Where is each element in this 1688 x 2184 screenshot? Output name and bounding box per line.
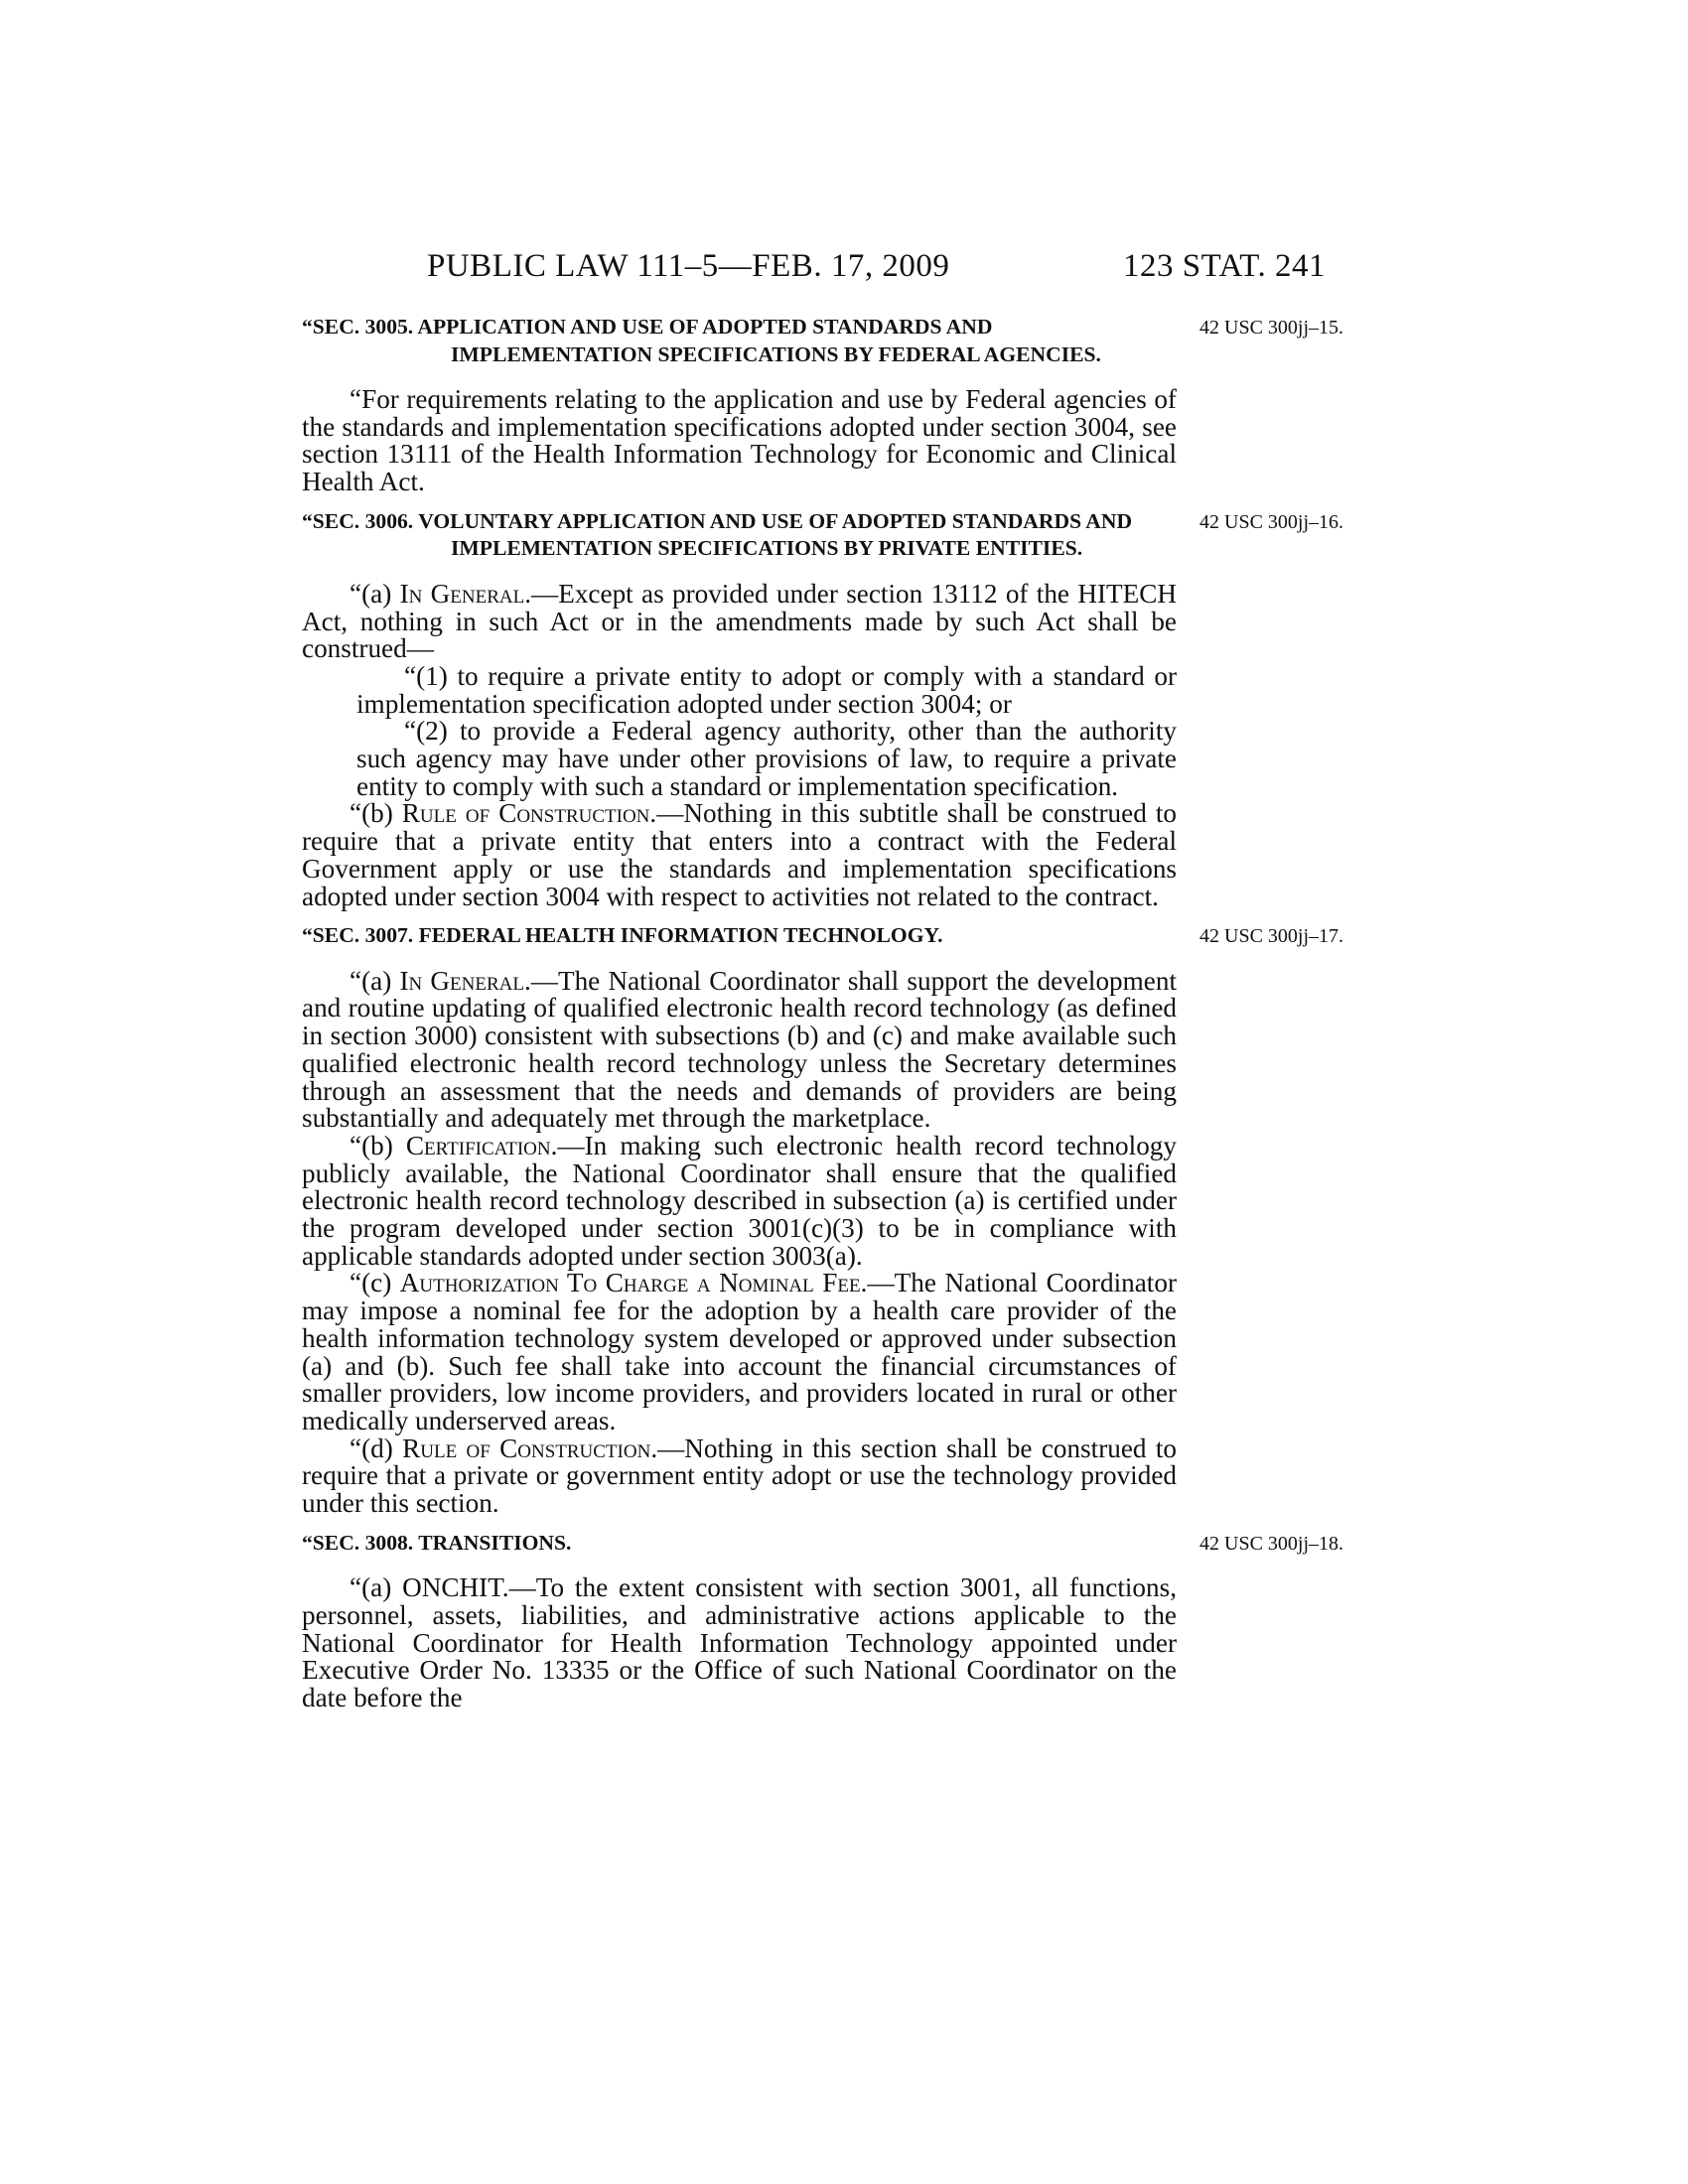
section-heading-text: “SEC. 3007. FEDERAL HEALTH INFORMATION TECHNOLOGY. [302,923,943,948]
subsection-heading: In General [399,965,524,996]
subsection-d [302,1435,1177,1518]
subsection-heading: Certification [405,1130,551,1160]
subsection-b [302,800,1177,910]
subsection-label: “(a) [350,578,400,609]
page-body [302,314,1344,1713]
section-3005-heading [302,314,1344,368]
section-heading-text: “SEC. 3006. VOLUNTARY APPLICATION AND USE OF ADOPTED STANDARDS AND IMPLEMENTATION SPECIFICATIONS BY PRIVATE ENTITIES. [302,508,1133,561]
running-header-page-number: 123 STAT. 241 [1123,248,1327,284]
subsection-text: .—In making such electronic health record technology publicly available, the National Coordinator shall ensure that the qualified electronic health record technology described in subsection (a) is certified under the program developed under section 3001(c)(3) to be in compliance with applicable standards adopted under section 3003(a). [302,1130,1177,1271]
subsection-label: “(d) [350,1433,403,1463]
subsection-c [302,1270,1177,1434]
subsection-text: .—Nothing in this subtitle shall be construed to require that a private entity that enters into a contract with the Federal Government apply or use the standards and implementation specifications adopted under section 3004 with respect to activities not related to the contract. [302,798,1177,911]
section-3007-heading [302,922,1344,950]
running-header-title: PUBLIC LAW 111–5—FEB. 17, 2009 [427,248,950,284]
margin-citation: 42 USC 300jj–15. [1199,317,1344,339]
subsection-label: “(b) [350,798,402,829]
subsection-a: “(a) ONCHIT.—To the extent consistent with section 3001, all functions, personnel, assets, liabilities, and administrative actions applicable to the National Coordinator for Health Information Technology appointed under Executive Order No. 13335 or the Office of such National Coordinator on the date before the [302,1572,1177,1713]
margin-citation: 42 USC 300jj–16. [1199,510,1344,533]
paragraph-2: “(2) to provide a Federal agency authority, other than the authority such agency may have under other provisions of law, to require a private entity to comply with such a standard or implementation specification. [356,716,1177,801]
section-3006-heading [302,508,1344,563]
subsection-a [302,965,1177,1134]
section-3008-heading [302,1530,1344,1558]
subsection-label: “(a) [350,965,400,996]
section-heading-text: “SEC. 3008. TRANSITIONS. [302,1530,572,1555]
paragraph-1: “(1) to require a private entity to adopt or comply with a standard or implementation specification adopted under section 3004; or [356,660,1177,719]
section-heading-text: “SEC. 3005. APPLICATION AND USE OF ADOPTED STANDARDS AND IMPLEMENTATION SPECIFICATIONS BY FEDERAL AGENCIES. [302,315,1101,366]
subsection-heading: Rule of Construction [401,798,650,829]
subsection-text: .—Nothing in this section shall be construed to require that a private or government entity adopt or use the technology provided under this section. [302,1433,1177,1519]
subsection-a [302,578,1177,664]
subsection-b [302,1130,1177,1271]
subsection-text: .—The National Coordinator shall support the development and routine updating of qualified electronic health record technology (as defined in section 3000) consistent with subsections (b) and (c) and make available such qualified electronic health record technology unless the Secretary determines through an assessment that the needs and demands of providers are being substantially and adequately met through the marketplace. [302,965,1177,1134]
subsection-heading: Authorization To Charge a Nominal Fee [399,1268,861,1298]
subsection-label: “(c) [350,1268,400,1298]
section-3005-text: “For requirements relating to the application and use by Federal agencies of the standards and implementation specifications adopted under section 3004, see section 13111 of the Health Information Technology for Economic and Clinical Health Act. [302,384,1177,497]
subsection-text: .—Except as provided under section 13112 of the HITECH Act, nothing in such Act or in the amendments made by such Act shall be construed— [302,578,1177,664]
subsection-heading: In General [399,578,525,609]
subsection-text: .—The National Coordinator may impose a nominal fee for the adoption by a health care provider of the health information technology system developed or approved under subsection (a) and (b). Such fee shall take into account the financial circumstances of smaller providers, low income providers, and providers located in rural or other medically underserved areas. [302,1268,1177,1435]
margin-citation: 42 USC 300jj–18. [1199,1532,1344,1555]
margin-citation: 42 USC 300jj–17. [1199,925,1344,948]
subsection-label: “(b) [350,1130,406,1160]
subsection-heading: Rule of Construction [402,1433,651,1463]
